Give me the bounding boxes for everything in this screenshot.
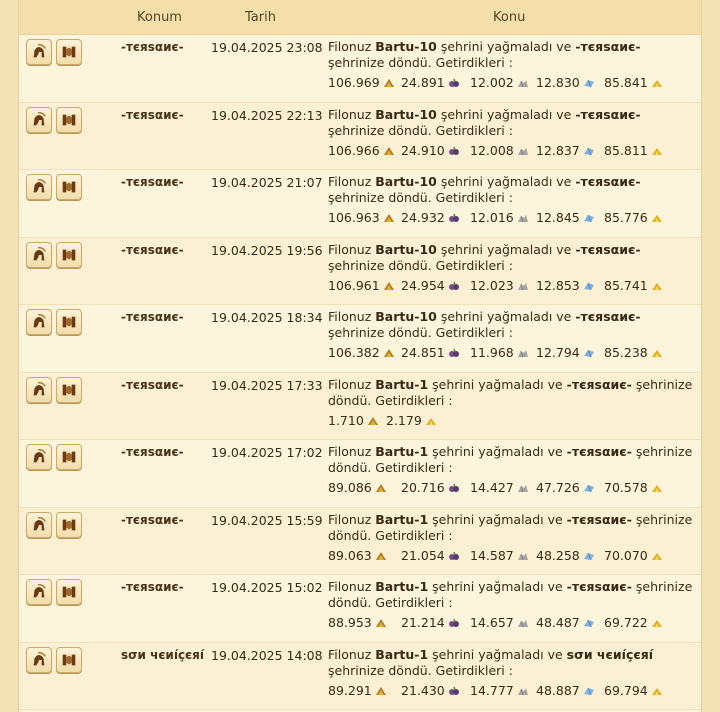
row-tarih: 19.04.2025 21:07 <box>211 175 323 190</box>
row-konum[interactable]: -тєяѕαиє- <box>121 242 184 257</box>
marble-icon <box>517 346 529 356</box>
crystal-icon <box>583 144 595 154</box>
row-konu <box>328 39 700 71</box>
wood-icon <box>375 549 387 559</box>
marble-icon <box>517 616 529 626</box>
resource-amount <box>328 548 387 563</box>
row-tarih: 19.04.2025 22:13 <box>211 107 323 123</box>
resource-amount <box>604 75 663 90</box>
konu-middle: şehrini yağmaladı ve <box>436 241 576 257</box>
handshake-icon[interactable] <box>56 39 82 65</box>
resource-value: 12.830 <box>536 75 580 90</box>
resource-value: 12.023 <box>470 277 514 293</box>
resource-amount <box>470 210 529 225</box>
home-city-link[interactable]: -тєяѕαиє- <box>575 241 641 257</box>
resource-amount <box>470 615 529 630</box>
resource-value: 89.063 <box>328 547 372 563</box>
warrior-helmet-icon[interactable] <box>26 242 52 268</box>
resource-amount <box>536 683 595 698</box>
handshake-icon[interactable] <box>56 647 82 673</box>
konu-suffix: şehrinize döndü. Getirdikleri : <box>328 325 513 340</box>
resource-value: 12.008 <box>470 142 514 158</box>
resource-value: 14.777 <box>470 682 514 698</box>
resource-amount <box>328 345 395 360</box>
header-konu: Konu <box>493 10 526 25</box>
target-city-link[interactable]: Bartu-1 <box>375 376 429 392</box>
resources <box>328 548 700 566</box>
resource-amount <box>536 210 595 225</box>
grapes-icon <box>448 481 460 491</box>
resource-amount <box>470 75 529 90</box>
row-konu <box>328 174 700 206</box>
grapes-icon <box>448 549 460 559</box>
crystal-icon <box>583 616 595 626</box>
sulfur-icon <box>651 346 663 356</box>
home-city-link[interactable]: -тєяѕαиє- <box>575 174 641 189</box>
marble-icon <box>517 144 529 154</box>
sulfur-icon <box>651 279 663 289</box>
warrior-helmet-icon[interactable] <box>26 39 52 65</box>
row-tarih: 19.04.2025 17:02 <box>211 445 323 460</box>
sulfur-icon <box>651 211 663 221</box>
warrior-helmet-icon[interactable] <box>26 309 52 335</box>
handshake-icon[interactable] <box>56 242 82 268</box>
resource-amount <box>470 683 529 698</box>
resources <box>328 615 700 633</box>
konu-middle: şehrini yağmaladı ve <box>428 444 567 459</box>
table-body <box>19 35 701 710</box>
warrior-helmet-icon[interactable] <box>26 579 52 605</box>
resource-amount <box>536 278 595 293</box>
table-row <box>19 170 701 238</box>
resource-amount <box>386 413 437 428</box>
wood-icon <box>383 144 395 154</box>
resource-amount <box>604 683 663 698</box>
table-row <box>19 575 701 643</box>
resource-amount <box>401 548 460 563</box>
row-tarih: 19.04.2025 17:33 <box>211 377 323 393</box>
row-konum[interactable]: -тєяѕαиє- <box>121 377 184 392</box>
resource-amount <box>401 75 460 90</box>
resource-amount <box>536 615 595 630</box>
konu-middle: şehrini yağmaladı ve <box>436 174 576 189</box>
resource-amount <box>328 413 379 428</box>
konu-middle: şehrini yağmaladı ve <box>428 579 567 594</box>
row-tarih: 19.04.2025 23:08 <box>211 40 323 55</box>
konu-prefix: Filonuz <box>328 309 376 324</box>
resource-value: 48.887 <box>536 682 580 698</box>
table-row <box>19 373 701 441</box>
warrior-helmet-icon[interactable] <box>26 174 52 200</box>
resource-value: 106.382 <box>328 345 380 360</box>
table-row <box>19 508 701 576</box>
resource-amount <box>604 615 663 630</box>
resource-amount <box>536 480 595 495</box>
konu-middle: şehrini yağmaladı ve <box>436 39 576 54</box>
marble-icon <box>517 211 529 221</box>
resource-value: 21.430 <box>401 682 445 698</box>
konu-suffix: şehrinize döndü. Getirdikleri : <box>328 376 693 408</box>
resource-value: 24.891 <box>401 75 445 90</box>
resource-amount <box>536 75 595 90</box>
report-table <box>18 0 702 712</box>
crystal-icon <box>583 549 595 559</box>
grapes-icon <box>448 684 460 694</box>
resource-value: 85.776 <box>604 210 648 225</box>
resource-value: 12.002 <box>470 75 514 90</box>
resource-value: 14.587 <box>470 547 514 563</box>
wood-icon <box>375 481 387 491</box>
table-row <box>19 35 701 103</box>
konu-middle: şehrini yağmaladı ve <box>428 511 567 527</box>
resource-value: 12.837 <box>536 142 580 158</box>
resource-amount <box>401 143 460 158</box>
warrior-helmet-icon[interactable] <box>26 444 52 470</box>
crystal-icon <box>583 481 595 491</box>
konu-prefix: Filonuz <box>328 106 376 122</box>
wood-icon <box>367 414 379 424</box>
resource-amount <box>470 278 529 293</box>
target-city-link[interactable]: Bartu-1 <box>375 511 429 527</box>
resources <box>328 143 700 161</box>
header-konum: Konum <box>137 10 182 25</box>
row-tarih: 19.04.2025 18:34 <box>211 310 323 325</box>
konu-suffix: şehrinize döndü. Getirdikleri : <box>328 55 513 70</box>
konu-prefix: Filonuz <box>328 376 376 392</box>
home-city-link[interactable]: -тєяѕαиє- <box>566 579 632 594</box>
row-konum[interactable]: ѕσи чєиíçєяí <box>121 647 204 662</box>
resource-amount <box>604 480 663 495</box>
header-tarih: Tarih <box>245 10 276 25</box>
resource-amount <box>328 143 395 158</box>
konu-suffix: şehrinize döndü. Getirdikleri : <box>328 122 513 138</box>
konu-middle: şehrini yağmaladı ve <box>436 309 576 324</box>
table-row <box>19 238 701 306</box>
konu-middle: şehrini yağmaladı ve <box>428 376 567 392</box>
resource-value: 11.968 <box>470 345 514 360</box>
row-konum[interactable]: -тєяѕαиє- <box>121 107 184 122</box>
resource-amount <box>401 345 460 360</box>
resource-amount <box>604 143 663 158</box>
resource-amount <box>470 345 529 360</box>
marble-icon <box>517 76 529 86</box>
resource-value: 89.291 <box>328 682 372 698</box>
resource-amount <box>470 548 529 563</box>
home-city-link[interactable]: -тєяѕαиє- <box>575 309 641 324</box>
row-konum[interactable]: -тєяѕαиє- <box>121 580 184 594</box>
resource-value: 89.086 <box>328 480 372 495</box>
row-konu <box>328 309 700 341</box>
resource-value: 14.427 <box>470 480 514 495</box>
wood-icon <box>375 616 387 626</box>
target-city-link[interactable]: Bartu-10 <box>375 241 437 257</box>
resource-amount <box>470 480 529 495</box>
resource-value: 85.741 <box>604 277 648 293</box>
resource-value: 69.722 <box>604 615 648 630</box>
row-konu <box>328 579 700 611</box>
konu-suffix: şehrinize döndü. Getirdikleri : <box>328 190 513 205</box>
resource-amount <box>604 345 663 360</box>
konu-middle: şehrini yağmaladı ve <box>436 106 576 122</box>
resource-amount <box>328 480 387 495</box>
resources <box>328 75 700 93</box>
resource-value: 106.969 <box>328 75 380 90</box>
grapes-icon <box>448 76 460 86</box>
resource-amount <box>328 75 395 90</box>
resource-value: 106.961 <box>328 277 380 293</box>
sulfur-icon <box>651 76 663 86</box>
konu-middle: şehrini yağmaladı ve <box>428 646 567 662</box>
target-city-link[interactable]: Bartu-1 <box>375 579 429 594</box>
konu-suffix: şehrinize döndü. Getirdikleri : <box>328 511 693 543</box>
grapes-icon <box>448 279 460 289</box>
konu-suffix: şehrinize döndü. Getirdikleri : <box>328 662 513 678</box>
resource-amount <box>401 615 460 630</box>
resources <box>328 683 700 701</box>
row-konum[interactable]: -тєяѕαиє- <box>121 310 184 324</box>
resource-value: 12.853 <box>536 277 580 293</box>
row-tarih: 19.04.2025 15:59 <box>211 512 323 528</box>
konu-prefix: Filonuz <box>328 579 376 594</box>
resources <box>328 480 700 498</box>
konu-prefix: Filonuz <box>328 511 376 527</box>
resource-amount <box>401 683 460 698</box>
resource-amount <box>604 210 663 225</box>
sulfur-icon <box>651 616 663 626</box>
marble-icon <box>517 549 529 559</box>
grapes-icon <box>448 211 460 221</box>
resource-value: 85.811 <box>604 142 648 158</box>
row-konum[interactable]: -тєяѕαиє- <box>121 175 184 189</box>
target-city-link[interactable]: Bartu-1 <box>375 444 429 459</box>
resource-value: 48.487 <box>536 615 580 630</box>
resource-value: 24.932 <box>401 210 445 225</box>
target-city-link[interactable]: Bartu-10 <box>375 309 437 324</box>
table-row <box>19 440 701 508</box>
resource-value: 21.054 <box>401 547 445 563</box>
resource-value: 21.214 <box>401 615 445 630</box>
resource-value: 24.910 <box>401 142 445 158</box>
sulfur-icon <box>651 144 663 154</box>
home-city-link[interactable]: -тєяѕαиє- <box>575 39 641 54</box>
resource-value: 106.966 <box>328 142 380 158</box>
resource-value: 85.841 <box>604 75 648 90</box>
handshake-icon[interactable] <box>56 377 82 403</box>
resource-value: 20.716 <box>401 480 445 495</box>
handshake-icon[interactable] <box>56 444 82 470</box>
grapes-icon <box>448 616 460 626</box>
target-city-link[interactable]: Bartu-10 <box>375 174 437 189</box>
marble-icon <box>517 279 529 289</box>
sulfur-icon <box>651 684 663 694</box>
handshake-icon[interactable] <box>56 107 82 133</box>
resource-value: 24.954 <box>401 277 445 293</box>
wood-icon <box>383 76 395 86</box>
konu-prefix: Filonuz <box>328 444 376 459</box>
sulfur-icon <box>651 549 663 559</box>
resource-amount <box>328 683 387 698</box>
grapes-icon <box>448 144 460 154</box>
crystal-icon <box>583 684 595 694</box>
wood-icon <box>375 684 387 694</box>
home-city-link[interactable]: -тєяѕαиє- <box>566 444 632 459</box>
resource-value: 12.794 <box>536 345 580 360</box>
row-konu <box>328 647 700 679</box>
row-konum[interactable]: -тєяѕαиє- <box>121 445 184 459</box>
home-city-link[interactable]: -тєяѕαиє- <box>575 106 641 122</box>
resource-amount <box>536 548 595 563</box>
handshake-icon[interactable] <box>56 512 82 538</box>
row-konu <box>328 377 700 409</box>
resource-value: 70.578 <box>604 480 648 495</box>
resource-value: 85.238 <box>604 345 648 360</box>
resource-amount <box>401 278 460 293</box>
warrior-helmet-icon[interactable] <box>26 512 52 538</box>
konu-suffix: şehrinize döndü. Getirdikleri : <box>328 257 513 273</box>
resource-amount <box>401 210 460 225</box>
resource-amount <box>328 210 395 225</box>
resource-value: 48.258 <box>536 547 580 563</box>
row-konu <box>328 444 700 476</box>
home-city-link[interactable]: ѕσи чєиíçєяí <box>566 646 654 662</box>
resource-amount <box>536 143 595 158</box>
home-city-link[interactable]: -тєяѕαиє- <box>566 511 632 527</box>
konu-prefix: Filonuz <box>328 39 376 54</box>
resource-value: 12.845 <box>536 210 580 225</box>
resource-amount <box>604 548 663 563</box>
resource-amount <box>536 345 595 360</box>
resources <box>328 210 700 228</box>
marble-icon <box>517 481 529 491</box>
resources <box>328 278 700 296</box>
resource-amount <box>328 278 395 293</box>
crystal-icon <box>583 211 595 221</box>
sulfur-icon <box>425 414 437 424</box>
resource-value: 1.710 <box>328 412 364 428</box>
row-tarih: 19.04.2025 15:02 <box>211 580 323 595</box>
resource-value: 69.794 <box>604 682 648 698</box>
resource-value: 47.726 <box>536 480 580 495</box>
resource-value: 88.953 <box>328 615 372 630</box>
resource-value: 106.963 <box>328 210 380 225</box>
target-city-link[interactable]: Bartu-10 <box>375 39 437 54</box>
table-row <box>19 103 701 171</box>
resource-amount <box>401 480 460 495</box>
table-header <box>19 0 701 35</box>
row-tarih: 19.04.2025 14:08 <box>211 647 323 663</box>
konu-prefix: Filonuz <box>328 174 376 189</box>
resource-amount <box>328 615 387 630</box>
resource-value: 2.179 <box>386 412 422 428</box>
row-konum[interactable]: -тєяѕαиє- <box>121 40 184 54</box>
resources <box>328 413 700 431</box>
wood-icon <box>383 279 395 289</box>
sulfur-icon <box>651 481 663 491</box>
konu-suffix: şehrinize döndü. Getirdikleri : <box>328 579 693 610</box>
target-city-link[interactable]: Bartu-1 <box>375 646 429 662</box>
crystal-icon <box>583 76 595 86</box>
handshake-icon[interactable] <box>56 309 82 335</box>
resource-value: 14.657 <box>470 615 514 630</box>
row-konu <box>328 242 700 274</box>
row-konum[interactable]: -тєяѕαиє- <box>121 512 184 527</box>
resource-value: 70.070 <box>604 547 648 563</box>
home-city-link[interactable]: -тєяѕαиє- <box>566 376 632 392</box>
konu-suffix: şehrinize döndü. Getirdikleri : <box>328 444 693 475</box>
wood-icon <box>383 211 395 221</box>
grapes-icon <box>448 346 460 356</box>
marble-icon <box>517 684 529 694</box>
row-tarih: 19.04.2025 19:56 <box>211 242 323 258</box>
warrior-helmet-icon[interactable] <box>26 647 52 673</box>
row-konu <box>328 512 700 544</box>
target-city-link[interactable]: Bartu-10 <box>375 106 437 122</box>
row-konu <box>328 107 700 139</box>
table-row <box>19 305 701 373</box>
warrior-helmet-icon[interactable] <box>26 107 52 133</box>
warrior-helmet-icon[interactable] <box>26 377 52 403</box>
resource-amount <box>470 143 529 158</box>
resource-value: 12.016 <box>470 210 514 225</box>
resource-value: 24.851 <box>401 345 445 360</box>
resources <box>328 345 700 363</box>
wood-icon <box>383 346 395 356</box>
konu-prefix: Filonuz <box>328 646 376 662</box>
konu-prefix: Filonuz <box>328 241 376 257</box>
handshake-icon[interactable] <box>56 579 82 605</box>
handshake-icon[interactable] <box>56 174 82 200</box>
crystal-icon <box>583 346 595 356</box>
table-row <box>19 643 701 711</box>
crystal-icon <box>583 279 595 289</box>
resource-amount <box>604 278 663 293</box>
